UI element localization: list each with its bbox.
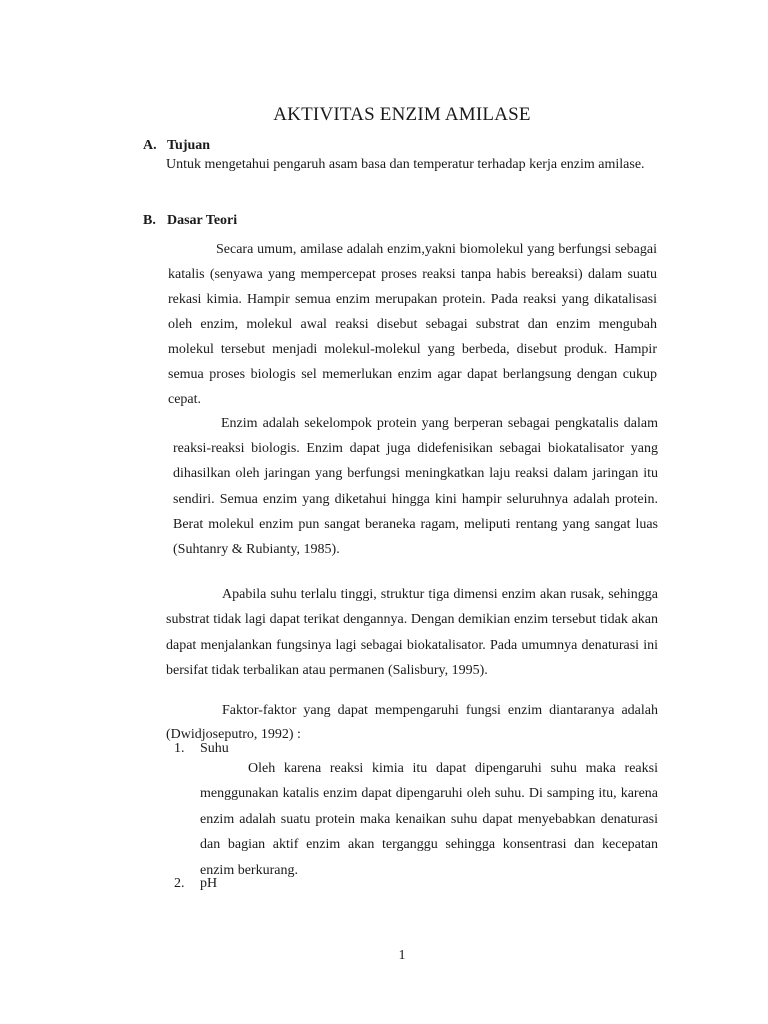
page-number: 1 [398,948,406,963]
list-item-1-label: Suhu [200,741,229,756]
list-item-2 [174,876,374,894]
list-item-1-text: Oleh karena reaksi kimia itu dapat dipengaruhi suhu maka reaksi menggunakan katalis enzim dapat dipengaruhi oleh suhu. Di samping itu, karena enzim adalah suatu protein maka kenaikan suhu dapat menyebabkan denaturasi dan bagian aktif enzim akan terganggu sehingga konsentrasi dan kecepatan enzim berkurang. [200,761,658,878]
list-item-2-number: 2. [174,876,185,891]
section-a-title: Tujuan [167,138,211,153]
section-b-heading [143,213,343,231]
list-item-1-number: 1. [174,741,185,756]
paragraph-4: Faktor-faktor yang dapat mempengaruhi fungsi enzim diantaranya adalah (Dwidjoseputro, 1992) : [166,703,658,742]
document-title: AKTIVITAS ENZIM AMILASE [273,104,531,125]
section-b-title: Dasar Teori [167,213,238,228]
paragraph-1: Secara umum, amilase adalah enzim,yakni biomolekul yang berfungsi sebagai katalis (senyawa yang mempercepat proses reaksi tanpa habis bereaksi) dalam suatu rekasi kimia. Hampir semua enzim merupakan protein. Pada reaksi yang dikatalisasi oleh enzim, molekul awal reaksi disebut sebagai substrat dan enzim mengubah molekul tersebut menjadi molekul-molekul yang berbeda, disebut produk. Hampir semua proses biologis sel memerlukan enzim agar dapat berlangsung dengan cukup cepat. [168,242,657,407]
paragraph-2: Enzim adalah sekelompok protein yang berperan sebagai pengkatalis dalam reaksi-reaksi biologis. Enzim dapat juga didefenisikan sebagai biokatalisator yang dihasilkan oleh jaringan yang berfungsi meningkatkan laju reaksi dalam jaringan itu sendiri. Semua enzim yang diketahui hingga kini hampir seluruhnya adalah protein. Berat molekul enzim pun sangat beraneka ragam, meliputi rentang yang sangat luas (Suhtanry & Rubianty, 1985). [173,416,658,558]
section-a-text: Untuk mengetahui pengaruh asam basa dan temperatur terhadap kerja enzim amilase. [166,157,645,172]
section-b-letter: B. [143,213,156,228]
section-a-letter: A. [143,138,157,153]
list-item-2-label: pH [200,876,218,891]
paragraph-3: Apabila suhu terlalu tinggi, struktur tiga dimensi enzim akan rusak, sehingga substrat tidak lagi dapat terikat dengannya. Dengan demikian enzim tersebut tidak akan dapat menjalankan fungsinya lagi sebagai biokatalisator. Pada umumnya denaturasi ini bersifat tidak terbalikan atau permanen (Salisbury, 1995). [166,587,658,679]
